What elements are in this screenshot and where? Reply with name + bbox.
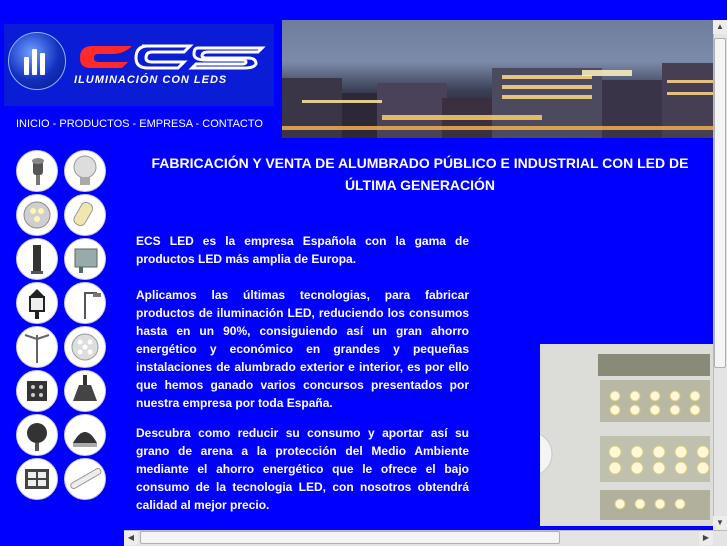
nav-contacto[interactable]: CONTACTO: [202, 118, 263, 130]
scroll-left-arrow-icon[interactable]: ◀: [124, 531, 138, 545]
product-led-bulb-icon[interactable]: [64, 150, 106, 192]
product-multi-led-icon[interactable]: [64, 326, 106, 368]
scroll-down-arrow-icon[interactable]: ▼: [713, 516, 727, 530]
product-street-lamp-icon[interactable]: [64, 282, 106, 324]
top-strip: [0, 0, 727, 18]
logo-tagline: ILUMINACIÓN CON LEDS: [74, 74, 228, 86]
nav-separator: -: [49, 118, 60, 130]
product-projector-icon[interactable]: [16, 414, 58, 456]
product-dome-light-icon[interactable]: [64, 414, 106, 456]
technology-paragraph: Aplicamos las últimas tecnologias, para fabricar productos de iluminación LED, reduciendo los consumos hasta en un 90%, consiguiendo así un gran ahorro energético y económico en grandes y pequeñas instalaciones de alumbrado exterior e interior, es por ello que hemos ganado varios concursos presentados por nuestra empresa por toda España.: [136, 288, 469, 410]
scroll-right-arrow-icon[interactable]: ▶: [699, 531, 713, 545]
nav-productos[interactable]: PRODUCTOS: [59, 118, 130, 130]
intro-paragraph: ECS LED es la empresa Española con la gama de productos LED más amplia de Europa.: [136, 234, 469, 266]
product-high-bay-icon[interactable]: [64, 370, 106, 412]
city-night-photo: [282, 20, 727, 138]
product-floodlight-icon[interactable]: [64, 238, 106, 280]
logo-globe-icon[interactable]: [8, 32, 66, 90]
brand-logotype: [72, 40, 270, 74]
product-lantern-icon[interactable]: [16, 282, 58, 324]
product-corn-led-icon[interactable]: [64, 194, 106, 236]
main-content: [136, 232, 469, 532]
environment-paragraph: Descubra como reducir su consumo y aportar así su grano de arena a la protección del Medio Ambiente mediante el ahorro energético que le ofrece el bajo consumo de la tecnologia LED, con nosotros obtendrá calidad al mejor precio.: [136, 426, 469, 512]
product-panel-light-icon[interactable]: [16, 458, 58, 500]
main-nav: [16, 118, 263, 130]
led-product-photo: [540, 344, 714, 526]
product-street-pole-icon[interactable]: [16, 326, 58, 368]
product-square-flood-icon[interactable]: [16, 370, 58, 412]
nav-separator: -: [192, 118, 203, 130]
scroll-up-arrow-icon[interactable]: ▲: [713, 20, 727, 34]
product-bollard-light-icon[interactable]: [16, 238, 58, 280]
nav-empresa[interactable]: EMPRESA: [139, 118, 193, 130]
vertical-scroll-thumb[interactable]: [714, 38, 726, 368]
nav-separator: -: [129, 118, 140, 130]
svg-text:ECS: ECS: [96, 61, 99, 62]
nav-inicio[interactable]: INICIO: [16, 118, 50, 130]
product-led-module-icon[interactable]: [16, 194, 58, 236]
horizontal-scroll-thumb[interactable]: [140, 531, 560, 544]
product-spotlight-icon[interactable]: [16, 150, 58, 192]
page-headline: FABRICACIÓN Y VENTA DE ALUMBRADO PÚBLICO E INDUSTRIAL CON LED DE ÚLTIMA GENERACIÓN: [151, 155, 689, 193]
product-tube-light-icon[interactable]: [64, 458, 106, 500]
